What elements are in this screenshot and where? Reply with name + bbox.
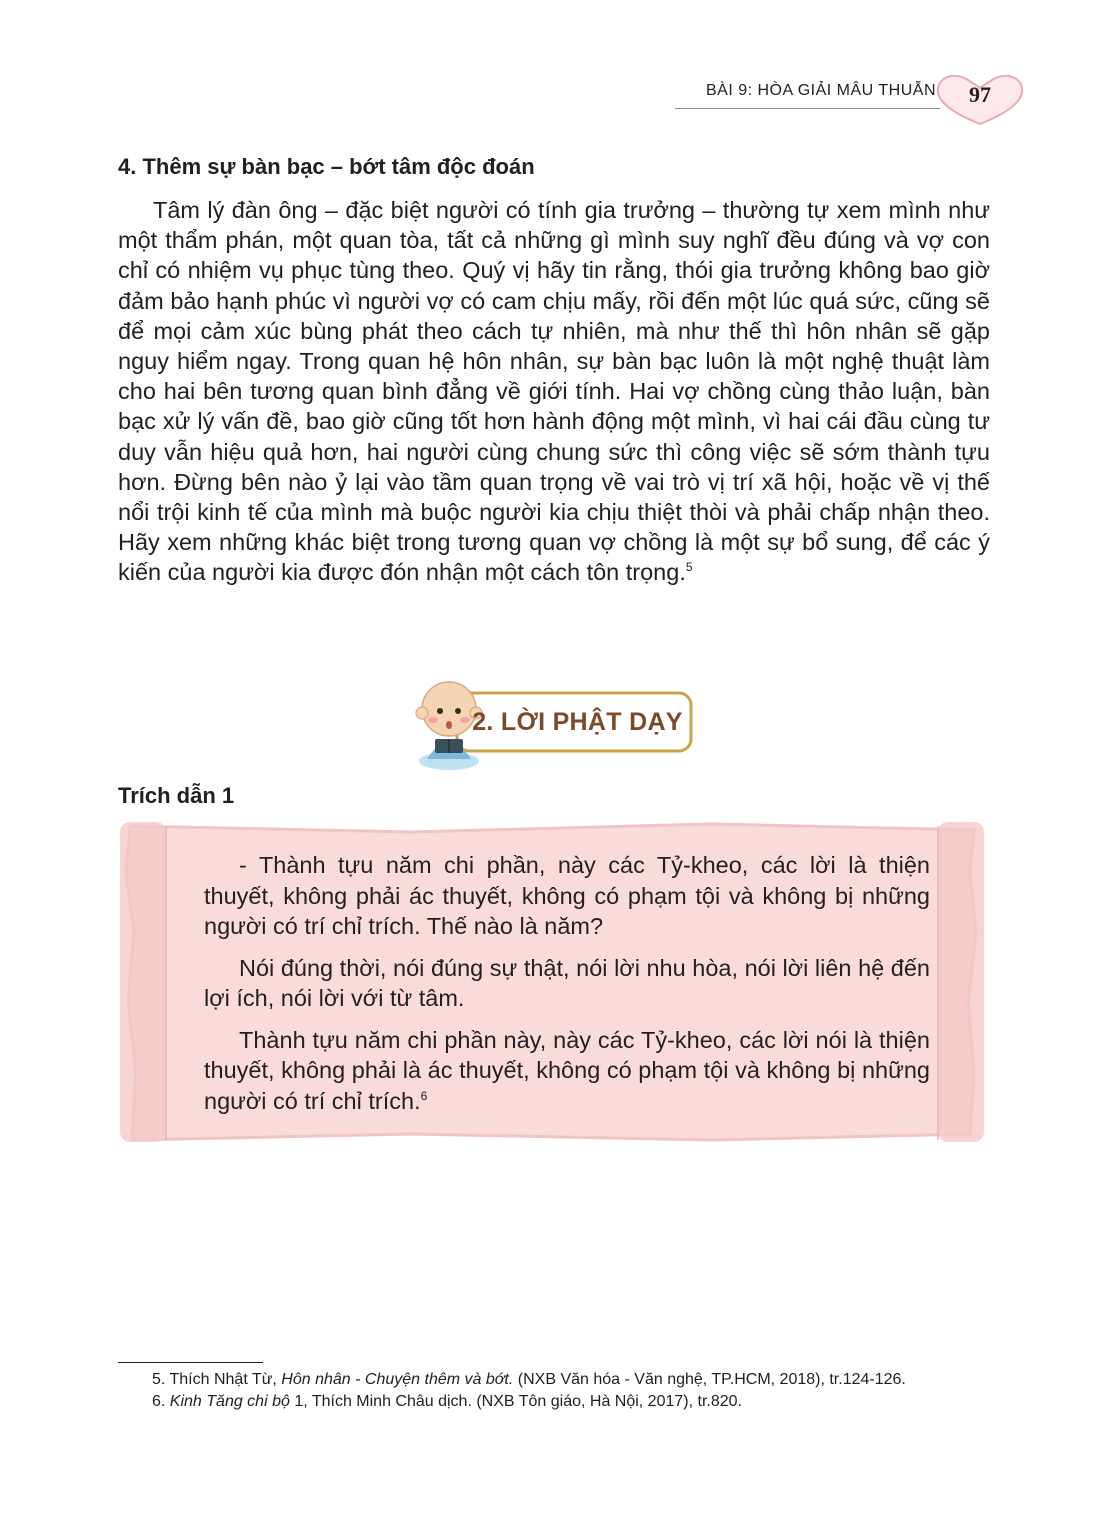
header-divider [675, 108, 940, 109]
badge-label: 2. LỜI PHẬT DẠY [472, 708, 683, 736]
footnote-5 [118, 1369, 990, 1391]
footnote-6-prefix: 6. [152, 1393, 170, 1410]
footnote-5-prefix: 5. Thích Nhật Từ, [152, 1371, 282, 1388]
paragraph-text: Tâm lý đàn ông – đặc biệt người có tính gia trưởng – thường tự xem mình như một thẩm phán, một quan tòa, tất cả những gì mình suy nghĩ đều đúng và vợ con chỉ có nhiệm vụ phục tùng theo. Quý vị hãy tin rằng, thói gia trưởng không bao giờ đảm bảo hạnh phúc vì người vợ có cam chịu mấy, rồi đến một lúc quá sức, cũng sẽ để mọi cảm xúc bùng phát theo cách tự nhiên, mà như thế thì hôn nhân sẽ gặp nguy hiểm ngay. Trong quan hệ hôn nhân, sự bàn bạc luôn là một nghệ thuật làm cho hai bên tương quan bình đẳng về giới tính. Hai vợ chồng cùng thảo luận, bàn bạc xử lý vấn đề, bao giờ cũng tốt hơn hành động một mình, vì hai cái đầu cùng tư duy vẫn hiệu quả hơn, hai người cùng chung sức thì công việc sẽ sớm thành tựu hơn. Đừng bên nào ỷ lại vào tầm quan trọng về vai trò vị trí xã hội, hoặc về vị thế nổi trội kinh tế của mình mà buộc người kia chịu thiệt thòi và phải chấp nhận theo. Hãy xem những khác biệt trong tương quan vợ chồng là một sự bổ sung, để các ý kiến của người kia được đón nhận một cách tôn trọng. [118, 197, 990, 586]
quote-paragraph-3 [204, 1025, 930, 1117]
footnote-ref-6: 6 [420, 1088, 428, 1103]
lesson-title: BÀI 9: HÒA GIẢI MÂU THUẪN [705, 82, 936, 99]
footnote-ref-5: 5 [685, 560, 693, 575]
footnote-6 [118, 1391, 990, 1413]
footnote-divider [118, 1362, 263, 1363]
quote-paragraph-3-text: Thành tựu năm chi phần này, này các Tỷ-kheo, các lời nói là thiện thuyết, không phải là ác thuyết, không có phạm tội và không bị những người có trí chỉ trích. [204, 1026, 930, 1114]
section-paragraph [118, 195, 990, 588]
quote-paragraph-2: Nói đúng thời, nói đúng sự thật, nói lời nhu hòa, nói lời liên hệ đến lợi ích, nói lời với từ tâm. [204, 954, 930, 1011]
quote-paragraph-1: - Thành tựu năm chi phần, này các Tỷ-kheo, các lời là thiện thuyết, không phải ác thuyết, không có phạm tội và không bị những người có trí chỉ trích. Thế nào là năm? [204, 852, 930, 939]
footnote-6-title: Kinh Tăng chi bộ [169, 1393, 290, 1410]
footnote-5-rest: (NXB Văn hóa - Văn nghệ, TP.HCM, 2018), tr.124-126. [513, 1371, 906, 1388]
section-heading: 4. Thêm sự bàn bạc – bớt tâm độc đoán [118, 154, 535, 179]
page-header [0, 72, 1106, 132]
footnotes [118, 1369, 990, 1413]
quote-body [204, 850, 930, 1127]
page-number: 97 [969, 82, 991, 107]
footnote-6-rest: 1, Thích Minh Châu dịch. (NXB Tôn giáo, Hà Nội, 2017), tr.820. [289, 1393, 742, 1410]
footnote-5-title: Hôn nhân - Chuyện thêm và bớt. [281, 1371, 514, 1388]
quote-heading: Trích dẫn 1 [118, 783, 235, 808]
